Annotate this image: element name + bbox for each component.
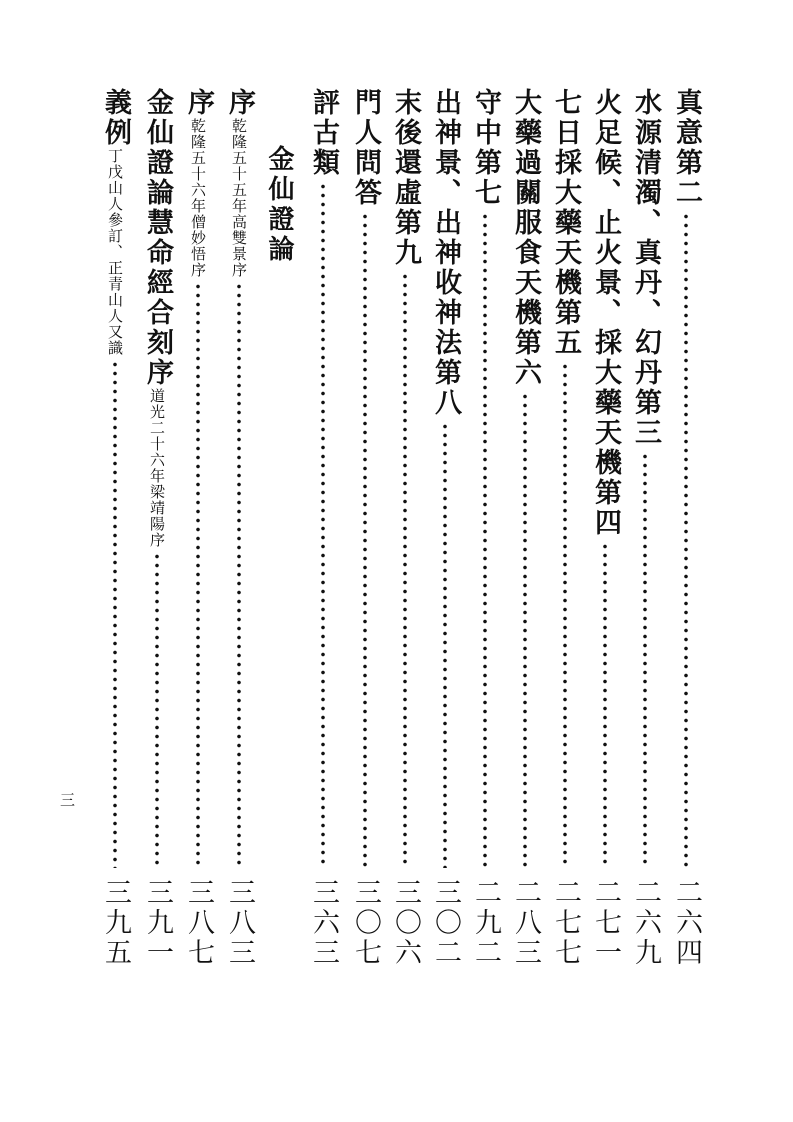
toc-entry-page: 三八三 [224, 878, 255, 968]
toc-entry [98, 88, 132, 968]
toc-entry-title: 火足候、止火景、採大藥天機第四 [590, 88, 621, 538]
toc-entry-title: 真意第二 [671, 88, 702, 208]
leader-dots [192, 282, 204, 868]
toc-entry-page: 二七七 [550, 878, 581, 968]
leader-dots [680, 212, 692, 868]
toc-entry [348, 88, 382, 968]
toc-entry-title [222, 88, 256, 278]
toc-entry-note: 道光二十六年梁靖陽序 [148, 388, 166, 548]
toc-entry-page: 三〇二 [430, 878, 461, 968]
leader-dots [439, 422, 451, 868]
toc-entry-title: 末後還虛第九 [390, 88, 421, 268]
toc-entry-title: 大藥過關服食天機第六 [510, 88, 541, 388]
toc-entry [588, 88, 622, 968]
toc-entry-page: 二九二 [470, 878, 501, 968]
toc-entry-title: 評古類 [308, 88, 339, 178]
leader-dots [479, 212, 491, 868]
toc-entry-title [98, 88, 132, 356]
toc-entry-page: 三八七 [183, 878, 214, 968]
toc-entry [508, 88, 542, 968]
toc-entry-page: 三〇七 [350, 878, 381, 968]
toc-entry [628, 88, 662, 968]
toc-entry-label: 序 [183, 88, 214, 118]
section-heading: 金仙證論 [264, 145, 294, 265]
toc-entry-note: 丁戊山人參訂、正青山人又識 [106, 148, 124, 356]
toc-entry [140, 88, 174, 968]
toc-entry [548, 88, 582, 968]
toc-entry-note: 乾隆五十五年高雙景序 [230, 118, 248, 278]
toc-entry-title: 守中第七 [470, 88, 501, 208]
toc-entry-page: 三九五 [100, 878, 131, 968]
toc-entry-page: 三九一 [142, 878, 173, 968]
leader-dots [399, 272, 411, 868]
page-number: 三 [60, 791, 76, 809]
toc-entry-title: 水源清濁、真丹、幻丹第三 [630, 88, 661, 448]
leader-dots [317, 182, 329, 868]
toc-entry-note: 乾隆五十六年僧妙悟序 [189, 118, 207, 278]
leader-dots [109, 360, 121, 868]
toc-entry-page: 二六九 [630, 878, 661, 968]
leader-dots [559, 362, 571, 868]
toc-entry-page: 三六三 [308, 878, 339, 968]
toc-entry-label: 義例 [100, 88, 131, 148]
toc-entry-page: 三〇六 [390, 878, 421, 968]
toc-entry [388, 88, 422, 968]
toc-entry-page: 二七一 [590, 878, 621, 968]
toc-entry [468, 88, 502, 968]
toc-entry-title: 七日採大藥天機第五 [550, 88, 581, 358]
leader-dots [233, 282, 245, 868]
toc-entry [181, 88, 215, 968]
toc-entry [428, 88, 462, 968]
toc-entry [669, 88, 703, 968]
leader-dots [639, 452, 651, 868]
leader-dots [359, 212, 371, 868]
toc-entry-title [140, 88, 174, 548]
toc-entry-title: 出神景、出神收神法第八 [430, 88, 461, 418]
toc-entry [306, 88, 340, 968]
toc-entry [222, 88, 256, 968]
toc-entry-title [181, 88, 215, 278]
toc-entry-title: 門人問答 [350, 88, 381, 208]
leader-dots [151, 552, 163, 868]
toc-entry-page: 二六四 [671, 878, 702, 968]
toc-entry-page: 二八三 [510, 878, 541, 968]
leader-dots [519, 392, 531, 868]
leader-dots [599, 542, 611, 868]
toc-entry-label: 序 [224, 88, 255, 118]
toc-entry-label: 金仙證論慧命經合刻序 [142, 88, 173, 388]
